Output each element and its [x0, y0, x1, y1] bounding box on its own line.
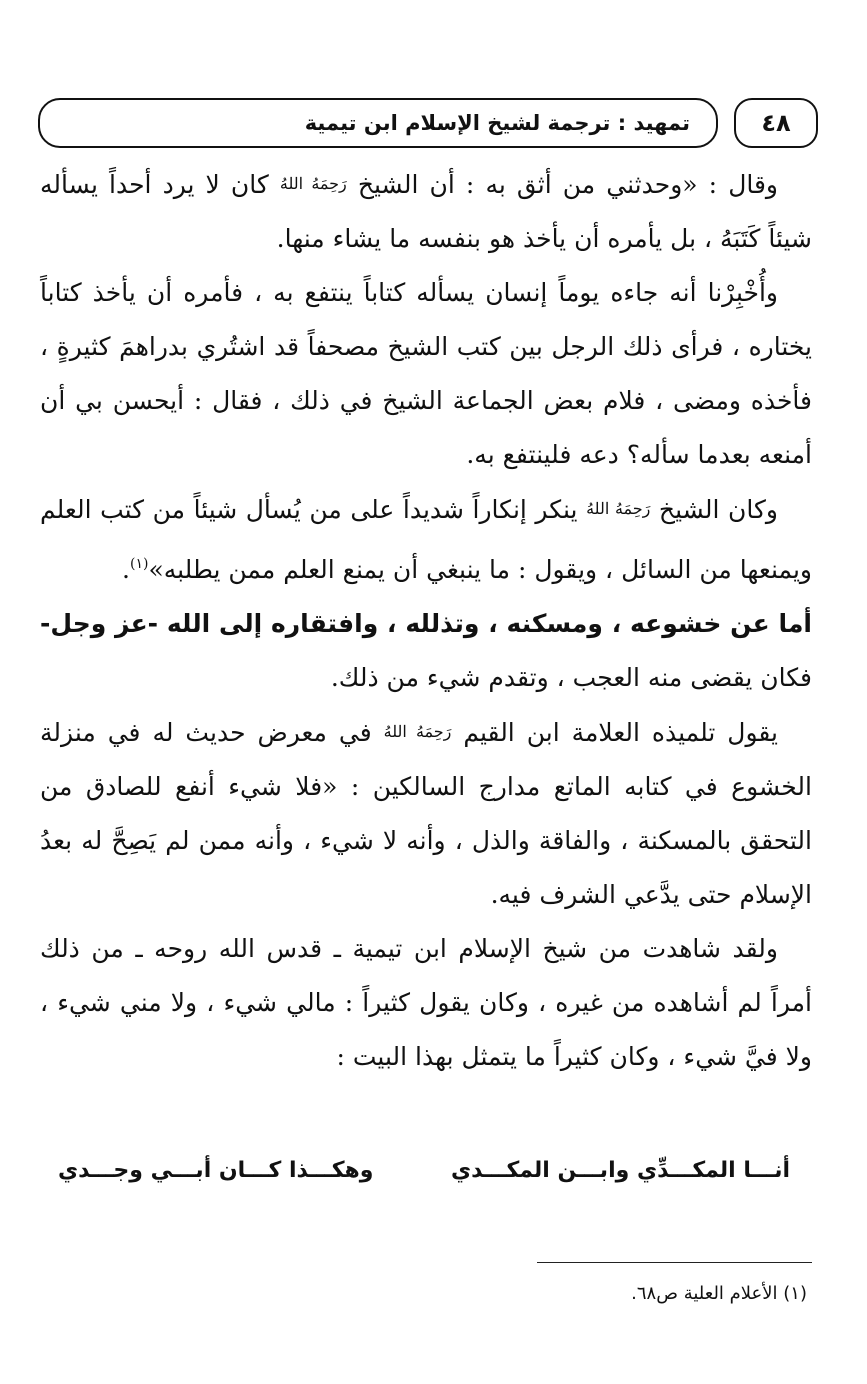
paragraph-5-start: يقول تلميذه العلامة ابن القيم [451, 718, 778, 747]
paragraph-3-rest: ينكر إنكاراً شديداً على من يُسأل شيئاً من كتب العلم ويمنعها من السائل ، ويقول : ما ينبغي أن يمنع العلم ممن يطلبه» [40, 495, 812, 584]
paragraph-3-end: . [122, 555, 130, 584]
paragraph-6: ولقد شاهدت من شيخ الإسلام ابن تيمية ـ قدس الله روحه ـ من ذلك أمراً لم أشاهده من غيره ، وكان يقول كثيراً : مالي شيء ، ولا مني شيء ، ولا فيَّ شيء ، وكان كثيراً ما يتمثل بهذا البيت : [40, 934, 812, 1071]
paragraph-4-rest: فكان يقضى منه العجب ، وتقدم شيء من ذلك. [330, 663, 812, 692]
footnote-separator [537, 1262, 812, 1263]
poetry-verse [40, 1158, 812, 1198]
paragraph-3 [40, 482, 812, 597]
honorific-ligature: رَحِمَهُ اللهُ [279, 174, 347, 193]
paragraph-1 [40, 157, 812, 266]
page-header [38, 98, 818, 148]
paragraph-5 [40, 705, 812, 922]
honorific-ligature: رَحِمَهُ اللهُ [586, 499, 651, 518]
verse-first-hemistich: أنـــا المكـــدِّي وابـــن المكـــدي [451, 1158, 790, 1183]
honorific-ligature: رَحِمَهُ اللهُ [383, 722, 452, 741]
verse-second-hemistich: وهكـــذا كـــان أبـــي وجـــدي [58, 1158, 374, 1183]
paragraph-4-bold-lead: أما عن خشوعه ، ومسكنه ، وتذلله ، وافتقاره إلى الله -عز وجل- [40, 609, 812, 638]
paragraph-5-rest: في معرض حديث له في منزلة الخشوع في كتابه الماتع مدارج السالكين : «فلا شيء أنفع للصادق من التحقق بالمسكنة ، والفاقة والذل ، وأنه لا شيء ، وأنه ممن لم يَصِحَّ له بعدُ الإسلام حتى يدَّعي الشرف فيه. [40, 718, 812, 909]
page-number: ٤٨ [734, 98, 818, 148]
paragraph-2: وأُخْبِرْنا أنه جاءه يوماً إنسان يسأله كتاباً ينتفع به ، فأمره أن يأخذ كتاباً يختاره ، فرأى ذلك الرجل بين كتب الشيخ مصحفاً قد اشتُري بدراهمَ كثيرةٍ ، فأخذه ومضى ، فلام بعض الجماعة الشيخ في ذلك ، فقال : أيحسن بي أن أمنعه بعدما سأله؟ دعه فلينتفع به. [40, 278, 812, 469]
footnote-reference: (١) [129, 556, 149, 572]
paragraph-4 [40, 597, 812, 705]
footnote: (١) الأعلام العلية ص٦٨. [631, 1283, 807, 1304]
main-text [40, 157, 812, 1084]
running-title: تمهيد : ترجمة لشيخ الإسلام ابن تيمية [38, 98, 718, 148]
paragraph-3-start: وكان الشيخ [650, 495, 778, 524]
paragraph-1-rest: كان لا يرد أحداً يسأله شيئاً كَتَبَهُ ، بل يأمره أن يأخذ هو بنفسه ما يشاء منها. [40, 170, 812, 253]
paragraph-1-start: وقال : «وحدثني من أثق به : أن الشيخ [346, 170, 778, 199]
